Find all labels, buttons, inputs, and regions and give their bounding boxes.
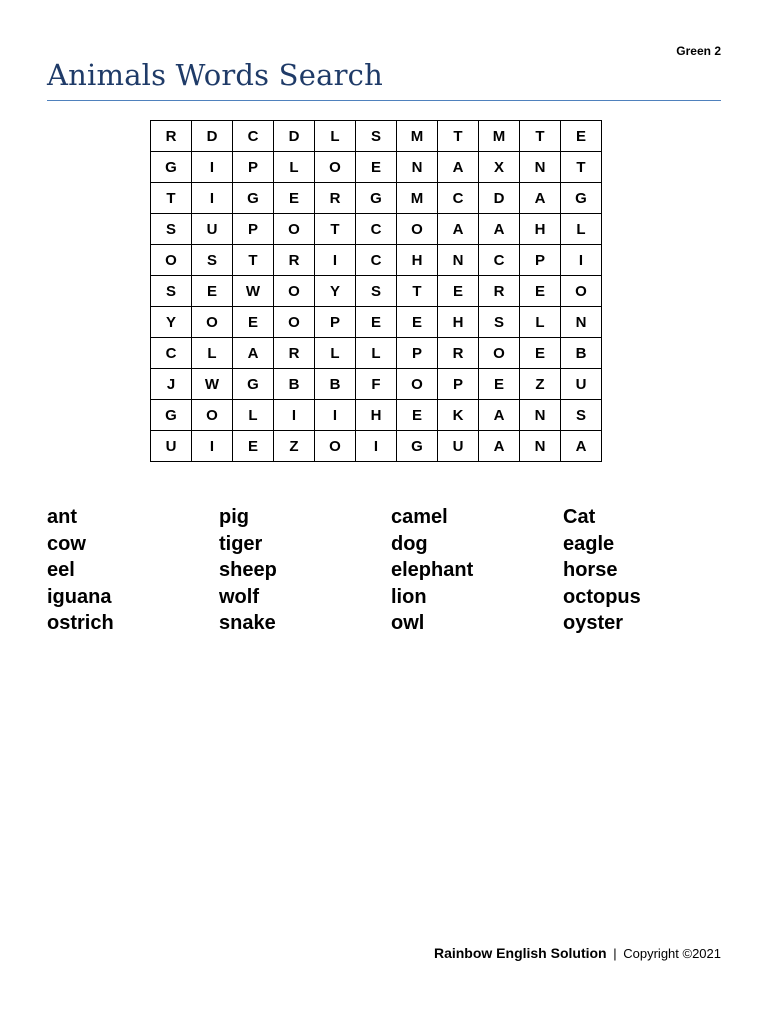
- grid-cell: B: [561, 338, 602, 369]
- footer-separator: |: [613, 946, 617, 961]
- grid-cell: E: [356, 307, 397, 338]
- page-title: Animals Words Search: [47, 58, 383, 92]
- grid-cell: O: [192, 400, 233, 431]
- title-divider: [47, 100, 721, 101]
- grid-cell: M: [397, 121, 438, 152]
- grid-cell: H: [356, 400, 397, 431]
- grid-cell: R: [438, 338, 479, 369]
- word-list-item: eagle: [563, 532, 615, 555]
- grid-cell: S: [356, 276, 397, 307]
- grid-cell: O: [151, 245, 192, 276]
- grid-cell: I: [315, 245, 356, 276]
- grid-cell: C: [233, 121, 274, 152]
- grid-cell: B: [274, 369, 315, 400]
- grid-cell: N: [520, 431, 561, 462]
- grid-cell: A: [233, 338, 274, 369]
- grid-cell: P: [397, 338, 438, 369]
- grid-cell: A: [520, 183, 561, 214]
- grid-cell: E: [479, 369, 520, 400]
- grid-row: [151, 431, 602, 462]
- word-list-item: tiger: [219, 532, 263, 555]
- grid-cell: T: [151, 183, 192, 214]
- grid-row: [151, 245, 602, 276]
- grid-cell: X: [479, 152, 520, 183]
- grid-cell: D: [274, 121, 315, 152]
- level-label: Green 2: [676, 44, 721, 58]
- grid-cell: T: [397, 276, 438, 307]
- grid-cell: O: [479, 338, 520, 369]
- grid-cell: A: [479, 400, 520, 431]
- grid-cell: E: [561, 121, 602, 152]
- grid-cell: G: [397, 431, 438, 462]
- grid-cell: E: [520, 276, 561, 307]
- grid-cell: O: [274, 307, 315, 338]
- grid-row: [151, 214, 602, 245]
- grid-cell: N: [520, 400, 561, 431]
- grid-cell: H: [438, 307, 479, 338]
- grid-cell: O: [397, 369, 438, 400]
- grid-cell: W: [233, 276, 274, 307]
- grid-cell: D: [192, 121, 233, 152]
- grid-cell: K: [438, 400, 479, 431]
- word-list-item: ostrich: [47, 612, 114, 634]
- word-list-item: horse: [563, 559, 618, 581]
- word-list-item: octopus: [563, 585, 641, 608]
- grid-cell: I: [192, 431, 233, 462]
- grid-cell: T: [561, 152, 602, 183]
- grid-cell: G: [561, 183, 602, 214]
- grid-cell: P: [438, 369, 479, 400]
- grid-cell: R: [274, 338, 315, 369]
- grid-row: [151, 369, 602, 400]
- word-list-item: wolf: [219, 585, 259, 608]
- grid-cell: A: [479, 214, 520, 245]
- grid-cell: O: [315, 152, 356, 183]
- grid-cell: G: [233, 183, 274, 214]
- grid-row: [151, 276, 602, 307]
- grid-cell: S: [151, 276, 192, 307]
- word-list-item: Cat: [563, 506, 596, 528]
- grid-cell: S: [479, 307, 520, 338]
- grid-cell: R: [479, 276, 520, 307]
- grid-cell: O: [192, 307, 233, 338]
- grid-cell: O: [274, 214, 315, 245]
- grid-cell: G: [151, 152, 192, 183]
- grid-cell: I: [274, 400, 315, 431]
- grid-cell: A: [438, 152, 479, 183]
- grid-body: [151, 121, 602, 462]
- word-list: [47, 504, 737, 637]
- grid-row: [151, 400, 602, 431]
- grid-row: [151, 152, 602, 183]
- grid-cell: S: [192, 245, 233, 276]
- grid-cell: E: [274, 183, 315, 214]
- word-list-item: dog: [391, 532, 428, 555]
- grid-cell: J: [151, 369, 192, 400]
- grid-cell: L: [315, 338, 356, 369]
- grid-cell: S: [561, 400, 602, 431]
- word-list-item: snake: [219, 612, 276, 634]
- grid-cell: P: [233, 214, 274, 245]
- word-list-item: sheep: [219, 559, 277, 581]
- grid-cell: G: [151, 400, 192, 431]
- footer-copyright: Copyright ©2021: [623, 946, 721, 961]
- grid-cell: D: [479, 183, 520, 214]
- grid-cell: A: [561, 431, 602, 462]
- grid-cell: L: [315, 121, 356, 152]
- grid-cell: H: [520, 214, 561, 245]
- grid-cell: C: [356, 214, 397, 245]
- grid-cell: U: [561, 369, 602, 400]
- grid-cell: T: [315, 214, 356, 245]
- grid-cell: Y: [151, 307, 192, 338]
- word-list-item: lion: [391, 585, 427, 608]
- grid-cell: E: [233, 307, 274, 338]
- grid-cell: F: [356, 369, 397, 400]
- word-list-item: iguana: [47, 585, 112, 608]
- grid-cell: B: [315, 369, 356, 400]
- footer: [434, 945, 721, 961]
- grid-cell: I: [192, 152, 233, 183]
- grid-cell: E: [520, 338, 561, 369]
- grid-cell: R: [151, 121, 192, 152]
- grid-cell: R: [315, 183, 356, 214]
- grid-cell: N: [561, 307, 602, 338]
- grid-cell: E: [397, 400, 438, 431]
- grid-cell: A: [438, 214, 479, 245]
- word-list-item: elephant: [391, 559, 474, 581]
- word-list-item: oyster: [563, 612, 624, 634]
- grid-cell: C: [438, 183, 479, 214]
- grid-cell: T: [438, 121, 479, 152]
- word-list-item: pig: [219, 506, 249, 528]
- grid-row: [151, 307, 602, 338]
- grid-cell: C: [356, 245, 397, 276]
- grid-cell: P: [315, 307, 356, 338]
- grid-cell: U: [438, 431, 479, 462]
- word-search-grid: [150, 120, 602, 462]
- grid-cell: A: [479, 431, 520, 462]
- grid-cell: T: [233, 245, 274, 276]
- grid-cell: C: [151, 338, 192, 369]
- grid-cell: M: [479, 121, 520, 152]
- grid-cell: L: [233, 400, 274, 431]
- grid-cell: I: [561, 245, 602, 276]
- grid-cell: R: [274, 245, 315, 276]
- word-list-item: cow: [47, 532, 86, 555]
- grid-cell: T: [520, 121, 561, 152]
- grid-cell: Y: [315, 276, 356, 307]
- footer-brand: Rainbow English Solution: [433, 945, 607, 961]
- grid-cell: U: [192, 214, 233, 245]
- grid-cell: E: [438, 276, 479, 307]
- grid-row: [151, 183, 602, 214]
- grid-cell: O: [274, 276, 315, 307]
- grid-cell: C: [479, 245, 520, 276]
- grid-cell: I: [356, 431, 397, 462]
- grid-cell: N: [397, 152, 438, 183]
- grid-cell: G: [233, 369, 274, 400]
- word-column: [563, 504, 735, 637]
- grid-cell: O: [397, 214, 438, 245]
- word-list-item: camel: [391, 506, 448, 528]
- grid-cell: H: [397, 245, 438, 276]
- grid-cell: M: [397, 183, 438, 214]
- grid-cell: Z: [274, 431, 315, 462]
- grid-cell: E: [356, 152, 397, 183]
- word-list-item: ant: [47, 506, 77, 528]
- grid-cell: Z: [520, 369, 561, 400]
- grid-cell: E: [192, 276, 233, 307]
- grid-cell: L: [520, 307, 561, 338]
- grid-cell: L: [274, 152, 315, 183]
- grid-cell: W: [192, 369, 233, 400]
- grid-cell: L: [192, 338, 233, 369]
- grid-cell: S: [356, 121, 397, 152]
- grid-cell: O: [315, 431, 356, 462]
- word-column: [391, 504, 563, 637]
- grid-cell: S: [151, 214, 192, 245]
- word-column: [47, 504, 219, 637]
- grid-cell: I: [315, 400, 356, 431]
- grid-cell: O: [561, 276, 602, 307]
- grid-cell: L: [356, 338, 397, 369]
- grid-cell: N: [520, 152, 561, 183]
- grid-cell: L: [561, 214, 602, 245]
- word-list-item: eel: [47, 559, 75, 581]
- grid-cell: N: [438, 245, 479, 276]
- grid-cell: E: [397, 307, 438, 338]
- grid-cell: I: [192, 183, 233, 214]
- word-list-item: owl: [391, 612, 425, 634]
- grid-cell: U: [151, 431, 192, 462]
- word-column: [219, 504, 391, 637]
- grid-row: [151, 338, 602, 369]
- grid-row: [151, 121, 602, 152]
- grid-cell: P: [233, 152, 274, 183]
- grid-cell: G: [356, 183, 397, 214]
- grid-cell: E: [233, 431, 274, 462]
- grid-cell: P: [520, 245, 561, 276]
